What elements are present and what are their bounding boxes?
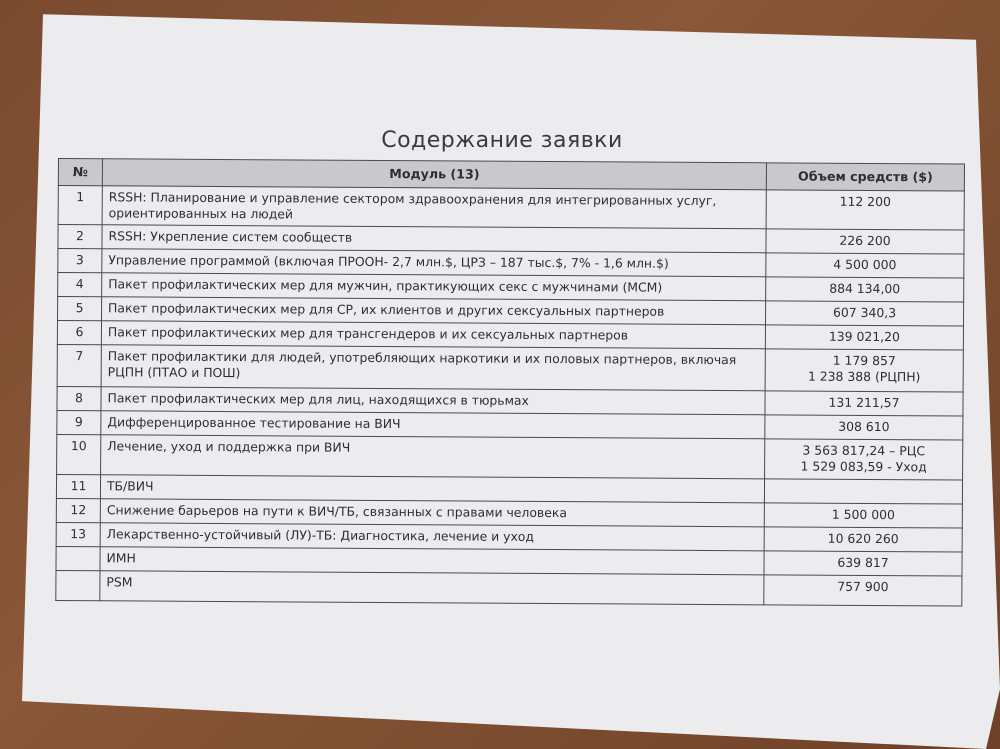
module-text-line: Лекарственно-устойчивый (ЛУ)-ТБ: Диагностика, лечение и уход <box>106 526 535 544</box>
row-number: 9 <box>57 410 101 434</box>
header-amount: Объем средств ($) <box>766 163 964 191</box>
header-number: № <box>58 159 102 186</box>
row-number: 13 <box>56 522 100 546</box>
module-text-line: Управление программой (включая ПРООН- 2,7 млн.$, ЦРЗ – 187 тыс.$, 7% - 1,6 млн.$) <box>108 252 669 271</box>
amount-text-line: 139 021,20 <box>828 328 900 345</box>
row-amount <box>765 349 963 392</box>
row-number: 5 <box>58 297 102 321</box>
row-amount <box>764 575 962 606</box>
row-amount <box>765 439 963 480</box>
row-amount <box>765 415 963 440</box>
amount-text-line: 1 179 857 <box>832 352 896 369</box>
row-number: 3 <box>58 249 102 273</box>
application-content-table <box>55 158 965 607</box>
row-amount <box>765 325 963 350</box>
row-number: 2 <box>58 225 102 249</box>
amount-text-line: 226 200 <box>839 232 891 249</box>
row-module <box>101 345 765 391</box>
module-text-line: ИМН <box>106 550 136 566</box>
row-number: 12 <box>56 498 100 522</box>
amount-text-line: 1 500 000 <box>831 506 895 523</box>
table-row <box>58 186 964 231</box>
row-number: 6 <box>57 321 101 345</box>
row-number: 10 <box>57 434 101 474</box>
row-number: 4 <box>58 273 102 297</box>
amount-text-line: 10 620 260 <box>827 530 899 547</box>
row-number <box>56 546 100 570</box>
module-text-line: Дифференцированное тестирование на ВИЧ <box>107 414 401 432</box>
row-number: 8 <box>57 386 101 410</box>
row-module <box>101 435 765 479</box>
amount-text-line: 308 610 <box>838 418 890 435</box>
amount-text-line: 1 238 388 (РЦПН) <box>807 368 921 385</box>
row-amount <box>765 391 963 416</box>
header-module: Модуль (13) <box>102 159 766 190</box>
module-text-line: RSSH: Укрепление систем сообществ <box>108 228 353 245</box>
module-text-line: Пакет профилактики для людей, употребляющих наркотики и их половых партнеров, включая <box>107 348 737 368</box>
module-text-line: Снижение барьеров на пути к ВИЧ/ТБ, связанных с правами человека <box>106 502 567 521</box>
row-amount <box>766 229 964 254</box>
amount-text-line: 4 500 000 <box>833 256 897 273</box>
module-text-line: РЦПН (ПТАО и ПОШ) <box>107 364 241 381</box>
amount-text-line: 131 211,57 <box>828 394 900 411</box>
row-number <box>56 570 100 600</box>
row-module <box>102 186 766 229</box>
amount-text-line: 639 817 <box>837 554 889 571</box>
row-amount <box>764 503 962 528</box>
table-row <box>57 344 963 392</box>
row-amount <box>764 479 962 504</box>
row-amount <box>764 527 962 552</box>
row-module <box>100 571 764 605</box>
page-title: Содержание заявки <box>381 128 623 153</box>
amount-text-line: 884 134,00 <box>829 280 901 297</box>
amount-text-line: 607 340,3 <box>832 304 897 321</box>
module-text-line: Пакет профилактических мер для мужчин, практикующих секс с мужчинами (МСМ) <box>108 276 663 295</box>
row-amount <box>765 301 963 326</box>
row-amount <box>766 253 964 278</box>
amount-text-line: 1 529 083,59 - Уход <box>800 458 927 475</box>
table-body <box>56 186 965 607</box>
amount-text-line: 757 900 <box>837 578 889 595</box>
amount-text-line: 112 200 <box>839 193 891 210</box>
module-text-line: PSM <box>106 574 133 590</box>
row-number: 11 <box>56 474 100 498</box>
row-number: 7 <box>57 344 101 386</box>
amount-text-line <box>771 482 956 483</box>
module-text-line: ориентированных на людей <box>108 205 294 222</box>
row-number: 1 <box>58 186 102 225</box>
table-row <box>57 434 963 480</box>
table-row <box>56 570 962 606</box>
module-text-line: Пакет профилактических мер для трансгендеров и их сексуальных партнеров <box>107 324 629 343</box>
module-text-line: Пакет профилактических мер для лиц, находящихся в тюрьмах <box>107 390 529 408</box>
module-text-line: Лечение, уход и поддержка при ВИЧ <box>107 438 351 455</box>
row-amount <box>766 190 964 230</box>
module-text-line: RSSH: Планирование и управление сектором здравоохранения для интегрированных услуг, <box>108 189 717 209</box>
row-amount <box>764 551 962 576</box>
amount-text-line: 3 563 817,24 – РЦС <box>802 442 926 459</box>
module-text-line: Пакет профилактических мер для СР, их клиентов и других сексуальных партнеров <box>108 300 665 319</box>
row-amount <box>766 277 964 302</box>
module-text-line: ТБ/ВИЧ <box>106 478 154 494</box>
